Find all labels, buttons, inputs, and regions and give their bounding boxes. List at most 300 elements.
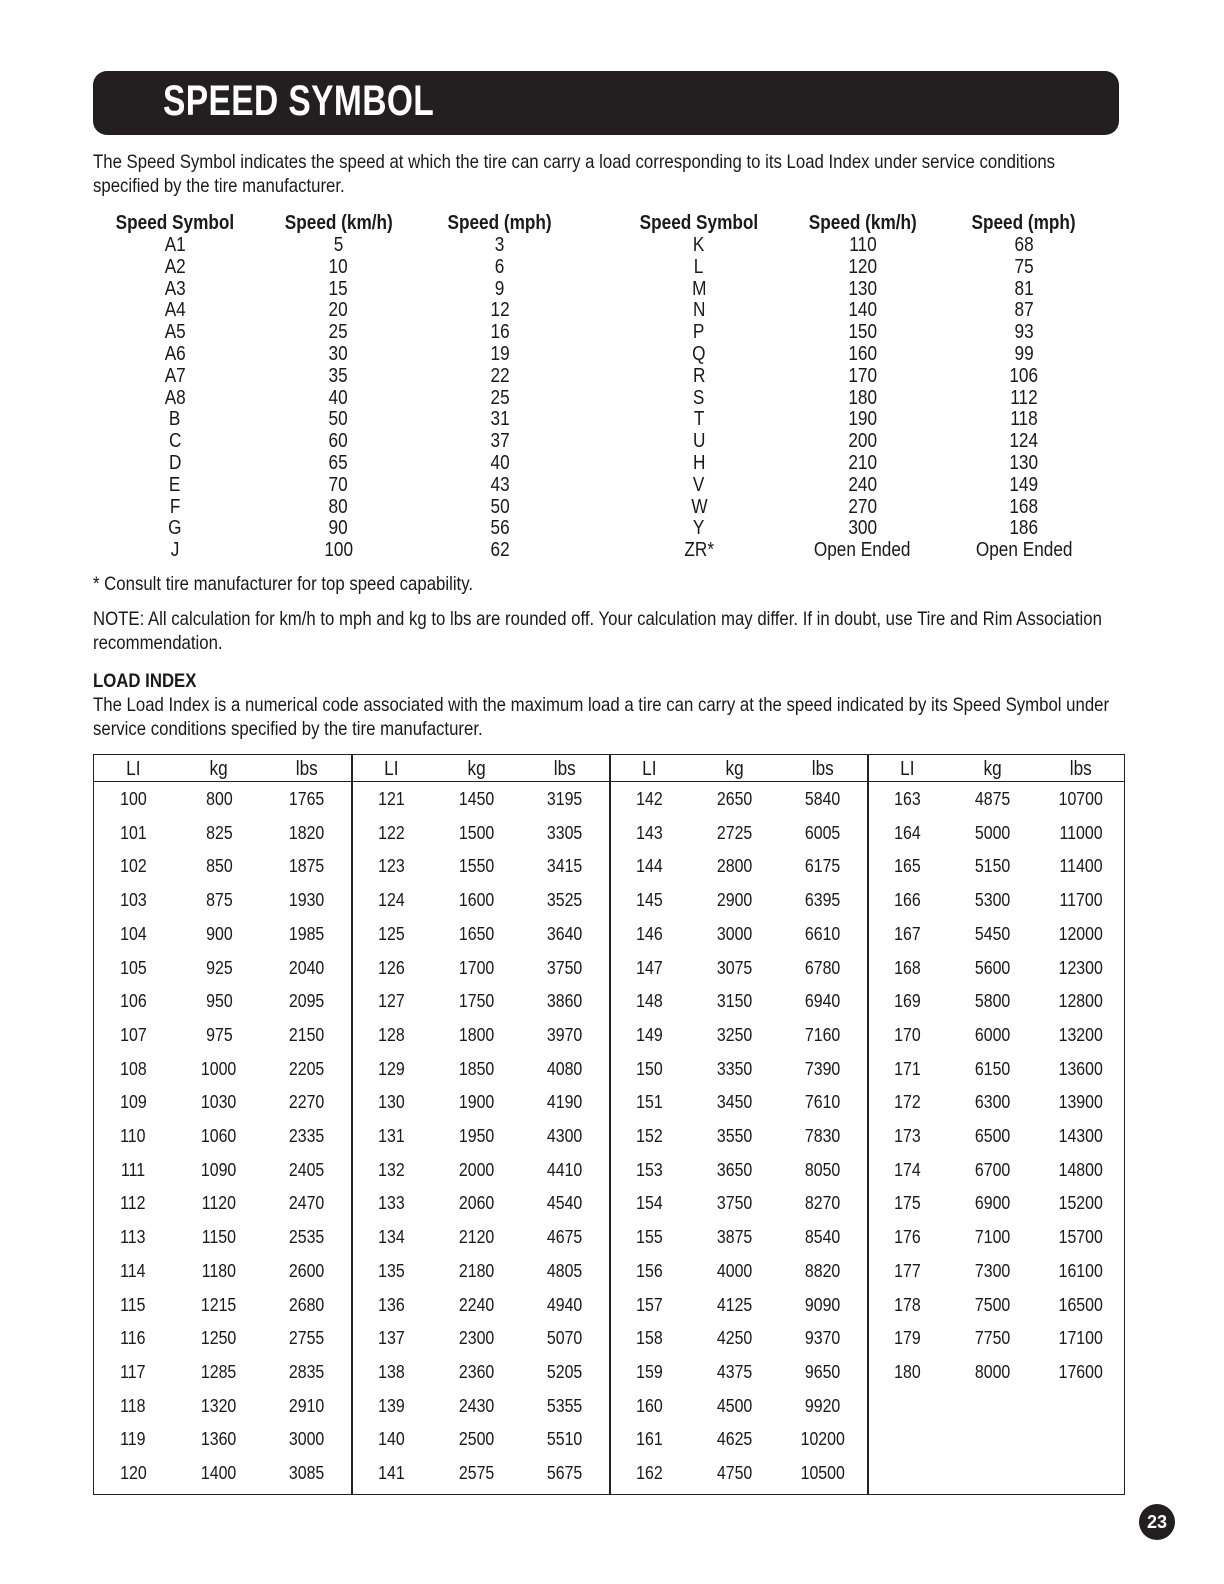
speed-kmh-cell: 190 <box>848 408 877 431</box>
speed-row <box>93 279 580 301</box>
load-index-cell: 156 <box>635 1259 663 1281</box>
load-index-cell: 167 <box>893 922 921 944</box>
load-lbs-cell: 2205 <box>289 1057 325 1079</box>
load-lbs-cell: 4190 <box>547 1091 583 1113</box>
load-kg-cell: 1950 <box>459 1125 495 1146</box>
load-kg-cell: 1120 <box>201 1192 237 1214</box>
load-lbs-cell: 14300 <box>1058 1125 1104 1146</box>
load-kg-cell: 3450 <box>717 1091 753 1113</box>
header-speed-kmh: Speed (km/h) <box>284 212 393 234</box>
load-kg-cell: 3000 <box>717 922 753 944</box>
speed-mph-cell: 12 <box>490 299 510 322</box>
speed-mph-cell: 3 <box>495 234 505 256</box>
load-index-cell: 111 <box>120 1158 146 1180</box>
load-index-cell: 106 <box>119 990 147 1012</box>
load-lbs-cell: 15700 <box>1058 1226 1104 1248</box>
load-lbs-cell: 1820 <box>289 821 325 843</box>
speed-row <box>617 453 1104 475</box>
load-kg-cell: 4875 <box>975 788 1011 809</box>
speed-mph-cell: 149 <box>1009 473 1039 496</box>
load-lbs-cell: 12000 <box>1058 922 1104 944</box>
load-kg-cell: 1750 <box>459 990 495 1012</box>
speed-row <box>617 518 1104 540</box>
load-kg-cell: 3550 <box>717 1125 753 1146</box>
load-index-cell: 126 <box>377 956 405 978</box>
load-lbs-cell: 5675 <box>547 1462 583 1483</box>
load-kg-cell: 1030 <box>201 1091 237 1113</box>
load-kg-cell: 1250 <box>201 1327 237 1349</box>
speed-kmh-cell: 30 <box>328 342 349 365</box>
header-speed-symbol: Speed Symbol <box>115 212 235 234</box>
speed-symbol-cell: Y <box>693 517 705 540</box>
speed-kmh-cell: 50 <box>328 408 349 431</box>
load-index-cell: 166 <box>893 889 921 911</box>
load-kg-cell: 875 <box>205 889 233 911</box>
speed-mph-cell: 186 <box>1009 517 1039 540</box>
load-kg-cell: 4375 <box>717 1360 753 1382</box>
speed-symbol-cell: ZR* <box>684 539 714 562</box>
load-lbs-cell: 9370 <box>805 1327 841 1349</box>
load-kg-cell: 1215 <box>201 1293 237 1315</box>
load-lbs-cell: 13600 <box>1058 1057 1104 1079</box>
load-index-cell: 113 <box>120 1226 146 1248</box>
load-index-cell: 134 <box>377 1226 405 1248</box>
load-lbs-cell: 4540 <box>547 1192 583 1214</box>
load-index-cell: 168 <box>893 956 921 978</box>
speed-kmh-cell: 70 <box>328 473 349 496</box>
speed-row <box>93 409 580 431</box>
header-speed-symbol: Speed Symbol <box>639 212 759 234</box>
header-speed-mph: Speed (mph) <box>447 212 553 234</box>
load-kg-cell: 7500 <box>975 1293 1011 1315</box>
speed-mph-cell: 16 <box>490 321 510 344</box>
load-index-cell: 144 <box>635 855 663 877</box>
load-index-cell: 145 <box>635 889 663 911</box>
load-index-cell: 141 <box>377 1462 405 1483</box>
load-index-cell: 149 <box>635 1023 663 1045</box>
speed-kmh-cell: 5 <box>333 234 344 256</box>
speed-symbol-cell: R <box>692 364 706 387</box>
load-index-cell: 161 <box>635 1428 663 1450</box>
load-index-cell: 112 <box>120 1192 146 1214</box>
load-lbs-cell: 17600 <box>1058 1360 1104 1382</box>
load-index-cell: 123 <box>377 855 405 877</box>
speed-symbol-cell: A1 <box>164 234 186 256</box>
header-lbs: lbs <box>1069 758 1092 780</box>
load-lbs-cell: 9090 <box>805 1293 841 1315</box>
load-index-cell: 170 <box>893 1023 921 1045</box>
load-index-cell: 157 <box>635 1293 663 1315</box>
load-lbs-cell: 2040 <box>289 956 325 978</box>
load-kg-cell: 5450 <box>975 922 1011 944</box>
load-index-cell: 125 <box>377 922 405 944</box>
speed-symbol-cell: N <box>692 299 706 322</box>
load-kg-cell: 3075 <box>717 956 753 978</box>
speed-kmh-cell: 300 <box>848 517 877 540</box>
speed-mph-cell: 9 <box>495 277 505 300</box>
load-index-cell: 140 <box>377 1428 405 1450</box>
load-kg-cell: 1400 <box>201 1462 237 1483</box>
load-lbs-cell: 13200 <box>1058 1023 1104 1045</box>
load-kg-cell: 4750 <box>717 1462 753 1483</box>
load-kg-cell: 1180 <box>201 1259 237 1281</box>
load-index-cell: 120 <box>119 1462 147 1483</box>
load-index-cell: 142 <box>635 788 663 809</box>
load-lbs-cell: 4410 <box>547 1158 583 1180</box>
header-speed-kmh: Speed (km/h) <box>808 212 917 234</box>
load-index-cell: 138 <box>377 1360 405 1382</box>
load-kg-cell: 5000 <box>975 821 1011 843</box>
speed-row <box>93 453 580 475</box>
speed-row <box>93 431 580 453</box>
speed-row <box>617 235 1104 257</box>
load-kg-cell: 2060 <box>459 1192 495 1214</box>
speed-row <box>93 518 580 540</box>
speed-row <box>93 300 580 322</box>
header-lbs: lbs <box>295 758 318 780</box>
load-lbs-cell: 15200 <box>1058 1192 1104 1214</box>
load-kg-cell: 1360 <box>201 1428 237 1450</box>
speed-kmh-cell: 25 <box>328 321 349 344</box>
load-lbs-cell: 6005 <box>805 821 841 843</box>
load-index-cell: 110 <box>120 1125 146 1146</box>
speed-symbol-cell: A7 <box>164 364 186 387</box>
load-kg-cell: 5600 <box>975 956 1011 978</box>
load-index-cell: 103 <box>119 889 147 911</box>
speed-kmh-cell: 40 <box>328 386 349 409</box>
speed-symbol-cell: A8 <box>164 386 186 409</box>
load-kg-cell: 7100 <box>975 1226 1011 1248</box>
load-kg-cell: 2360 <box>459 1360 495 1382</box>
load-kg-cell: 1000 <box>201 1057 237 1079</box>
load-kg-cell: 6150 <box>975 1057 1011 1079</box>
speed-symbol-cell: M <box>691 277 707 300</box>
load-index-table <box>93 754 1125 1495</box>
load-index-cell: 119 <box>120 1428 146 1450</box>
header-li: LI <box>383 758 399 780</box>
load-lbs-cell: 1875 <box>289 855 325 877</box>
speed-mph-cell: Open Ended <box>975 539 1073 562</box>
load-index-cell: 135 <box>377 1259 405 1281</box>
load-kg-cell: 1600 <box>459 889 495 911</box>
load-kg-cell: 850 <box>205 855 233 877</box>
load-index-cell: 172 <box>893 1091 921 1113</box>
speed-kmh-cell: Open Ended <box>814 539 911 562</box>
load-lbs-cell: 3305 <box>547 821 583 843</box>
speed-mph-cell: 168 <box>1009 495 1039 518</box>
speed-kmh-cell: 150 <box>848 321 877 344</box>
load-lbs-cell: 3000 <box>289 1428 325 1450</box>
load-kg-cell: 2430 <box>459 1394 495 1416</box>
intro-paragraph: The Speed Symbol indicates the speed at which the tire can carry a load corresponding to its Load Index under service conditions specified by the tire manufacturer. <box>93 151 1056 197</box>
load-index-cell: 136 <box>377 1293 405 1315</box>
load-index-cell: 109 <box>119 1091 147 1113</box>
speed-symbol-cell: C <box>168 430 182 453</box>
speed-kmh-cell: 35 <box>328 364 349 387</box>
load-index-cell: 117 <box>120 1360 146 1382</box>
load-index-cell: 121 <box>377 788 405 809</box>
load-kg-cell: 4000 <box>717 1259 753 1281</box>
load-index-cell: 115 <box>120 1293 146 1315</box>
load-lbs-cell: 6175 <box>805 855 841 877</box>
speed-symbol-cell: K <box>693 234 705 256</box>
load-index-cell: 130 <box>377 1091 405 1113</box>
load-lbs-cell: 1930 <box>289 889 325 911</box>
load-kg-cell: 2575 <box>459 1462 495 1483</box>
load-kg-cell: 3150 <box>717 990 753 1012</box>
speed-symbol-cell: P <box>693 321 705 344</box>
load-kg-cell: 1650 <box>459 922 495 944</box>
speed-row <box>617 344 1104 366</box>
speed-mph-cell: 124 <box>1009 430 1039 453</box>
speed-row <box>93 344 580 366</box>
title-bar <box>93 71 1119 135</box>
speed-mph-cell: 56 <box>490 517 510 540</box>
load-index-cell: 139 <box>377 1394 405 1416</box>
load-kg-cell: 975 <box>205 1023 233 1045</box>
load-kg-cell: 2500 <box>459 1428 495 1450</box>
load-lbs-cell: 7830 <box>805 1125 841 1146</box>
load-kg-cell: 1320 <box>201 1394 237 1416</box>
speed-mph-cell: 87 <box>1014 299 1034 322</box>
load-index-cell: 176 <box>893 1226 921 1248</box>
load-lbs-cell: 1985 <box>289 922 325 944</box>
load-kg-cell: 4625 <box>717 1428 753 1450</box>
load-kg-cell: 2240 <box>459 1293 495 1315</box>
load-index-cell: 162 <box>635 1462 663 1483</box>
speed-row <box>93 388 580 410</box>
load-lbs-cell: 11400 <box>1059 855 1103 877</box>
speed-kmh-cell: 100 <box>324 539 353 562</box>
header-speed-mph: Speed (mph) <box>971 212 1077 234</box>
load-lbs-cell: 5070 <box>547 1327 583 1349</box>
load-index-cell: 153 <box>635 1158 663 1180</box>
load-index-cell: 105 <box>119 956 147 978</box>
speed-symbol-cell: W <box>690 495 708 518</box>
speed-row <box>617 279 1104 301</box>
load-index-cell: 118 <box>120 1394 146 1416</box>
load-kg-cell: 2725 <box>717 821 753 843</box>
load-lbs-cell: 2535 <box>289 1226 325 1248</box>
load-index-cell: 104 <box>119 922 147 944</box>
load-kg-cell: 4250 <box>717 1327 753 1349</box>
speed-row <box>617 497 1104 519</box>
load-index-cell: 129 <box>377 1057 405 1079</box>
speed-mph-cell: 81 <box>1014 277 1034 300</box>
load-index-cell: 114 <box>120 1259 146 1281</box>
load-lbs-cell: 10500 <box>800 1462 846 1483</box>
load-lbs-cell: 2270 <box>289 1091 325 1113</box>
load-lbs-cell: 12300 <box>1058 956 1104 978</box>
load-lbs-cell: 1765 <box>289 788 325 809</box>
speed-mph-cell: 106 <box>1009 364 1039 387</box>
load-lbs-cell: 10200 <box>800 1428 846 1450</box>
speed-kmh-cell: 140 <box>848 299 877 322</box>
header-kg: kg <box>725 758 745 780</box>
speed-mph-cell: 50 <box>490 495 510 518</box>
load-kg-cell: 2120 <box>459 1226 495 1248</box>
speed-symbol-cell: T <box>693 408 705 431</box>
speed-mph-cell: 75 <box>1014 255 1034 278</box>
load-lbs-cell: 2600 <box>289 1259 325 1281</box>
speed-kmh-cell: 270 <box>848 495 877 518</box>
speed-kmh-cell: 15 <box>328 277 349 300</box>
speed-kmh-cell: 200 <box>848 430 877 453</box>
speed-table-right <box>617 211 1104 562</box>
load-index-cell: 122 <box>377 821 405 843</box>
load-lbs-cell: 14800 <box>1058 1158 1104 1180</box>
speed-mph-cell: 68 <box>1014 234 1034 256</box>
speed-kmh-cell: 80 <box>328 495 349 518</box>
load-index-cell: 180 <box>893 1360 921 1382</box>
load-kg-cell: 825 <box>205 821 233 843</box>
load-index-cell: 151 <box>635 1091 663 1113</box>
speed-mph-cell: 93 <box>1014 321 1034 344</box>
speed-mph-cell: 31 <box>490 408 510 431</box>
speed-table-left <box>93 211 580 562</box>
note-paragraph: NOTE: All calculation for km/h to mph and kg to lbs are rounded off. Your calculation may differ. If in doubt, use Tire and Rim Association recommendation. <box>93 608 1102 654</box>
page-number: 23 <box>1139 1504 1175 1540</box>
load-index-cell: 164 <box>893 821 921 843</box>
speed-row <box>93 475 580 497</box>
load-index-cell: 178 <box>893 1293 921 1315</box>
speed-kmh-cell: 110 <box>848 234 877 256</box>
load-index-cell: 107 <box>119 1023 147 1045</box>
load-lbs-cell: 8540 <box>805 1226 841 1248</box>
load-lbs-cell: 7610 <box>805 1091 841 1113</box>
load-index-cell: 116 <box>120 1327 146 1349</box>
speed-row <box>617 322 1104 344</box>
speed-row <box>617 300 1104 322</box>
speed-kmh-cell: 240 <box>848 473 877 496</box>
load-lbs-cell: 3195 <box>547 788 583 809</box>
speed-kmh-cell: 170 <box>848 364 877 387</box>
header-lbs: lbs <box>811 758 834 780</box>
load-kg-cell: 900 <box>205 922 233 944</box>
load-index-cell: 177 <box>893 1259 921 1281</box>
load-kg-cell: 950 <box>205 990 233 1012</box>
load-index-cell: 160 <box>635 1394 663 1416</box>
load-index-cell: 127 <box>377 990 405 1012</box>
speed-symbol-cell: U <box>692 430 706 453</box>
load-lbs-cell: 12800 <box>1058 990 1104 1012</box>
speed-mph-cell: 118 <box>1010 408 1038 431</box>
load-lbs-cell: 16500 <box>1058 1293 1104 1315</box>
load-index-cell: 100 <box>119 788 147 809</box>
load-kg-cell: 2800 <box>717 855 753 877</box>
speed-symbol-cell: A2 <box>164 255 186 278</box>
load-lbs-cell: 5355 <box>547 1394 583 1416</box>
load-kg-cell: 1285 <box>201 1360 237 1382</box>
speed-mph-cell: 19 <box>490 342 510 365</box>
speed-symbol-cell: A6 <box>164 342 186 365</box>
load-index-cell: 152 <box>635 1125 663 1146</box>
load-kg-cell: 6300 <box>975 1091 1011 1113</box>
load-index-cell: 179 <box>893 1327 921 1349</box>
load-lbs-cell: 4300 <box>547 1125 583 1146</box>
load-kg-cell: 7300 <box>975 1259 1011 1281</box>
load-lbs-cell: 2910 <box>289 1394 325 1416</box>
load-lbs-cell: 3525 <box>547 889 583 911</box>
load-kg-cell: 1900 <box>459 1091 495 1113</box>
speed-symbol-cell: A5 <box>164 321 186 344</box>
load-lbs-cell: 8050 <box>805 1158 841 1180</box>
load-lbs-cell: 10700 <box>1058 788 1104 809</box>
speed-kmh-cell: 120 <box>848 255 877 278</box>
load-lbs-cell: 8270 <box>805 1192 841 1214</box>
load-lbs-cell: 6610 <box>805 922 841 944</box>
load-lbs-cell: 13900 <box>1058 1091 1104 1113</box>
load-kg-cell: 6500 <box>975 1125 1011 1146</box>
speed-kmh-cell: 10 <box>328 255 349 278</box>
speed-row <box>617 431 1104 453</box>
load-lbs-cell: 3860 <box>547 990 583 1012</box>
load-lbs-cell: 3640 <box>547 922 583 944</box>
speed-kmh-cell: 90 <box>328 517 349 540</box>
speed-mph-cell: 62 <box>490 539 510 562</box>
load-index-cell: 131 <box>377 1125 405 1146</box>
load-lbs-cell: 3085 <box>289 1462 325 1483</box>
load-kg-cell: 3750 <box>717 1192 753 1214</box>
load-index-cell: 150 <box>635 1057 663 1079</box>
footnote: * Consult tire manufacturer for top speed capability. <box>93 573 474 595</box>
load-index-cell: 158 <box>635 1327 663 1349</box>
speed-row <box>617 257 1104 279</box>
load-kg-cell: 1500 <box>459 821 495 843</box>
load-index-cell: 133 <box>377 1192 405 1214</box>
load-index-cell: 148 <box>635 990 663 1012</box>
load-kg-cell: 5800 <box>975 990 1011 1012</box>
speed-symbol-cell: A4 <box>164 299 186 322</box>
load-index-cell: 108 <box>119 1057 147 1079</box>
speed-kmh-cell: 210 <box>848 451 877 474</box>
load-index-cell: 101 <box>119 821 147 843</box>
load-index-cell: 124 <box>377 889 405 911</box>
load-lbs-cell: 4675 <box>547 1226 583 1248</box>
load-lbs-cell: 2095 <box>289 990 325 1012</box>
load-lbs-cell: 3415 <box>547 855 583 877</box>
speed-row <box>617 366 1104 388</box>
speed-symbol-cell: E <box>169 473 181 496</box>
load-kg-cell: 4500 <box>717 1394 753 1416</box>
load-kg-cell: 1550 <box>459 855 495 877</box>
header-kg: kg <box>983 758 1003 780</box>
header-li: LI <box>641 758 657 780</box>
load-index-cell: 154 <box>635 1192 663 1214</box>
speed-mph-cell: 112 <box>1010 386 1038 409</box>
load-lbs-cell: 2835 <box>289 1360 325 1382</box>
speed-symbol-cell: Q <box>692 342 706 365</box>
load-lbs-cell: 4080 <box>547 1057 583 1079</box>
speed-symbol-cell: B <box>169 408 181 431</box>
load-kg-cell: 6700 <box>975 1158 1011 1180</box>
speed-symbol-cell: V <box>693 473 705 496</box>
speed-row <box>93 366 580 388</box>
load-index-cell: 132 <box>377 1158 405 1180</box>
load-lbs-cell: 3750 <box>547 956 583 978</box>
load-index-cell: 173 <box>893 1125 921 1146</box>
speed-symbol-cell: F <box>169 495 181 518</box>
load-lbs-cell: 3970 <box>547 1023 583 1045</box>
load-kg-cell: 1450 <box>459 788 495 809</box>
load-index-cell: 171 <box>893 1057 921 1079</box>
load-kg-cell: 1700 <box>459 956 495 978</box>
load-lbs-cell: 16100 <box>1058 1259 1104 1281</box>
load-kg-cell: 6900 <box>975 1192 1011 1214</box>
load-index-cell: 128 <box>377 1023 405 1045</box>
load-kg-cell: 3350 <box>717 1057 753 1079</box>
load-lbs-cell: 5205 <box>547 1360 583 1382</box>
